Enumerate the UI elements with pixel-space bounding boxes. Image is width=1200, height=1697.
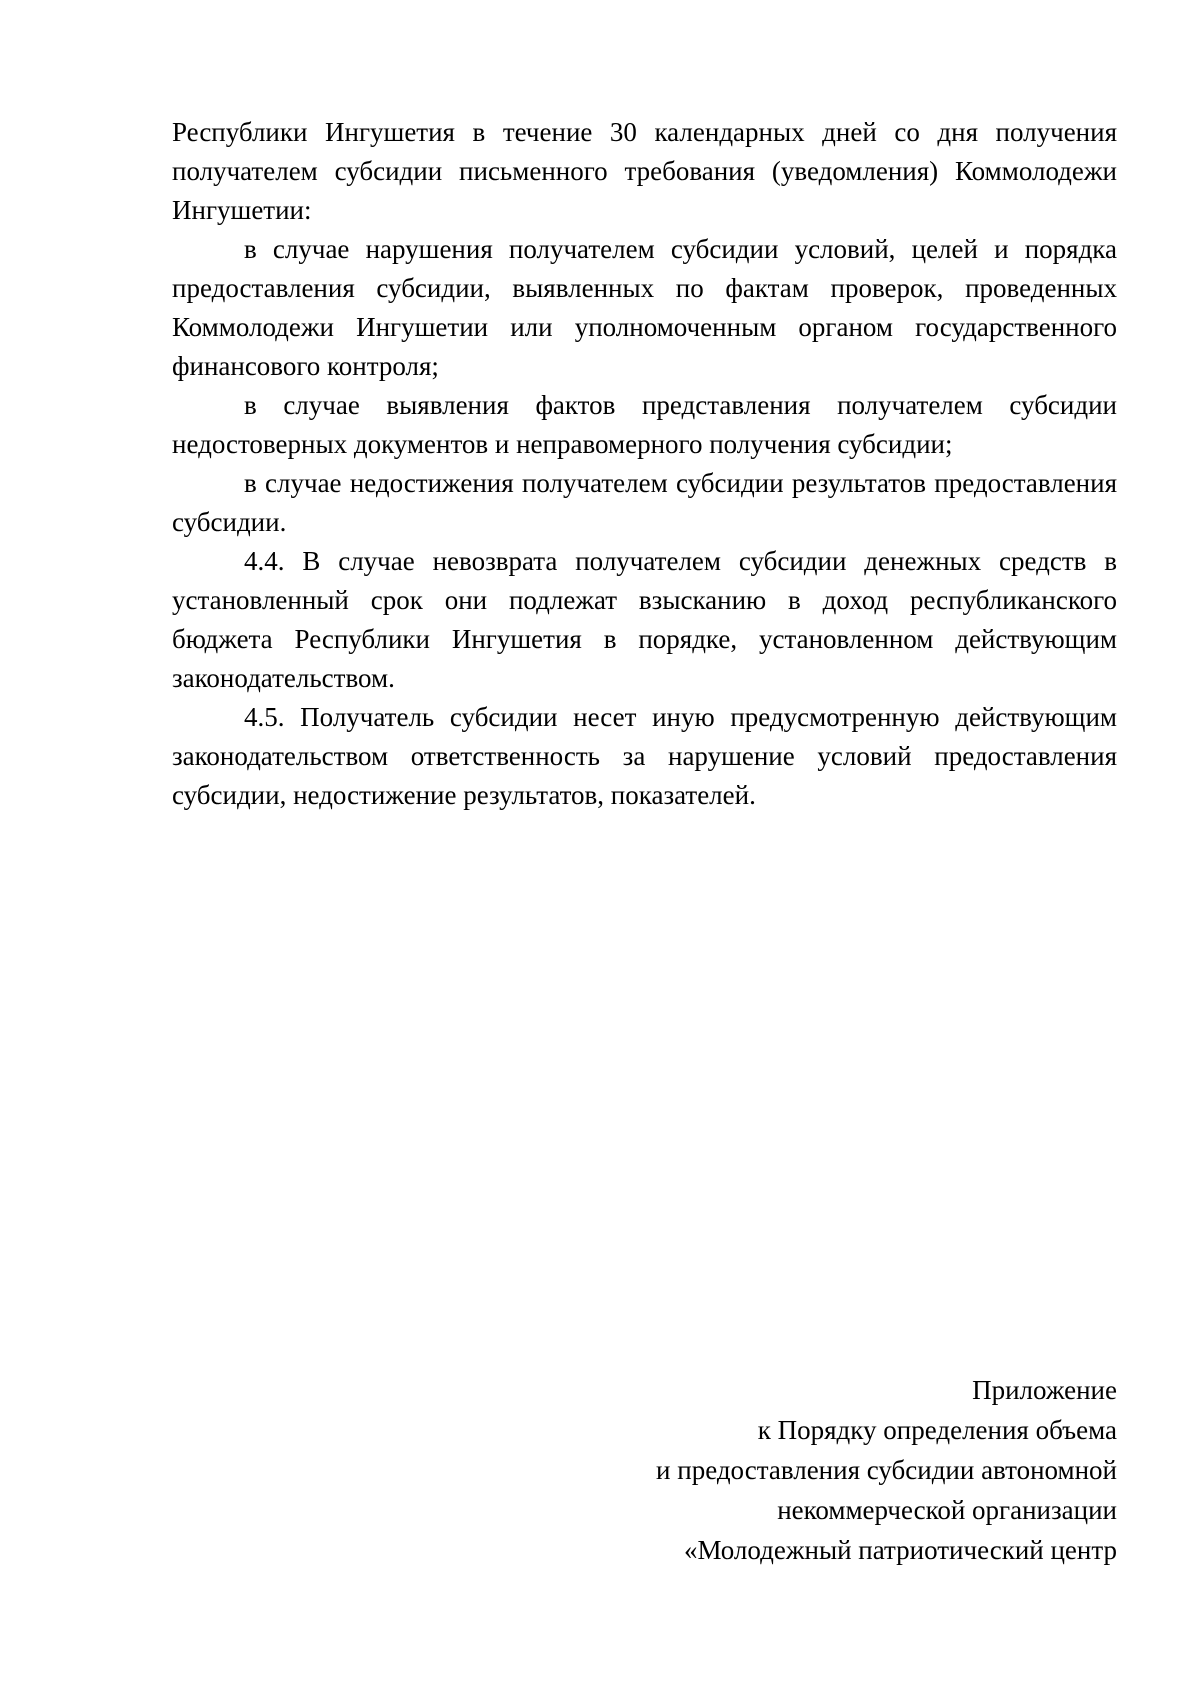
paragraph-results-not-achieved: в случае недостижения получателем субсидии результатов предоставления субсидии.	[172, 468, 1117, 537]
appendix-title: Приложение	[972, 1375, 1117, 1405]
appendix-line: некоммерческой организации	[777, 1495, 1117, 1525]
appendix-line: «Молодежный патриотический центр	[683, 1535, 1117, 1565]
paragraph-false-documents: в случае выявления фактов представления получателем субсидии недостоверных документов и неправомерного получения субсидии;	[172, 390, 1117, 459]
document-body	[172, 113, 1117, 815]
paragraph-4-4: 4.4. В случае невозврата получателем субсидии денежных средств в установленный срок они подлежат взысканию в доход республиканского бюджета Республики Ингушетия в порядке, установленном действующим законодательством.	[172, 546, 1117, 693]
appendix-line: к Порядку определения объема	[757, 1415, 1117, 1445]
paragraph-continuation: Республики Ингушетия в течение 30 календарных дней со дня получения получателем субсидии письменного требования (уведомления) Коммолодежи Ингушетии:	[172, 117, 1117, 225]
appendix-header	[517, 1370, 1117, 1570]
paragraph-4-5: 4.5. Получатель субсидии несет иную предусмотренную действующим законодательством ответственность за нарушение условий предоставления субсидии, недостижение результатов, показателей.	[172, 702, 1117, 810]
appendix-line: и предоставления субсидии автономной	[656, 1455, 1117, 1485]
paragraph-violation-conditions: в случае нарушения получателем субсидии условий, целей и порядка предоставления субсидии, выявленных по фактам проверок, проведенных Коммолодежи Ингушетии или уполномоченным органом государственного финансового контроля;	[172, 234, 1117, 381]
